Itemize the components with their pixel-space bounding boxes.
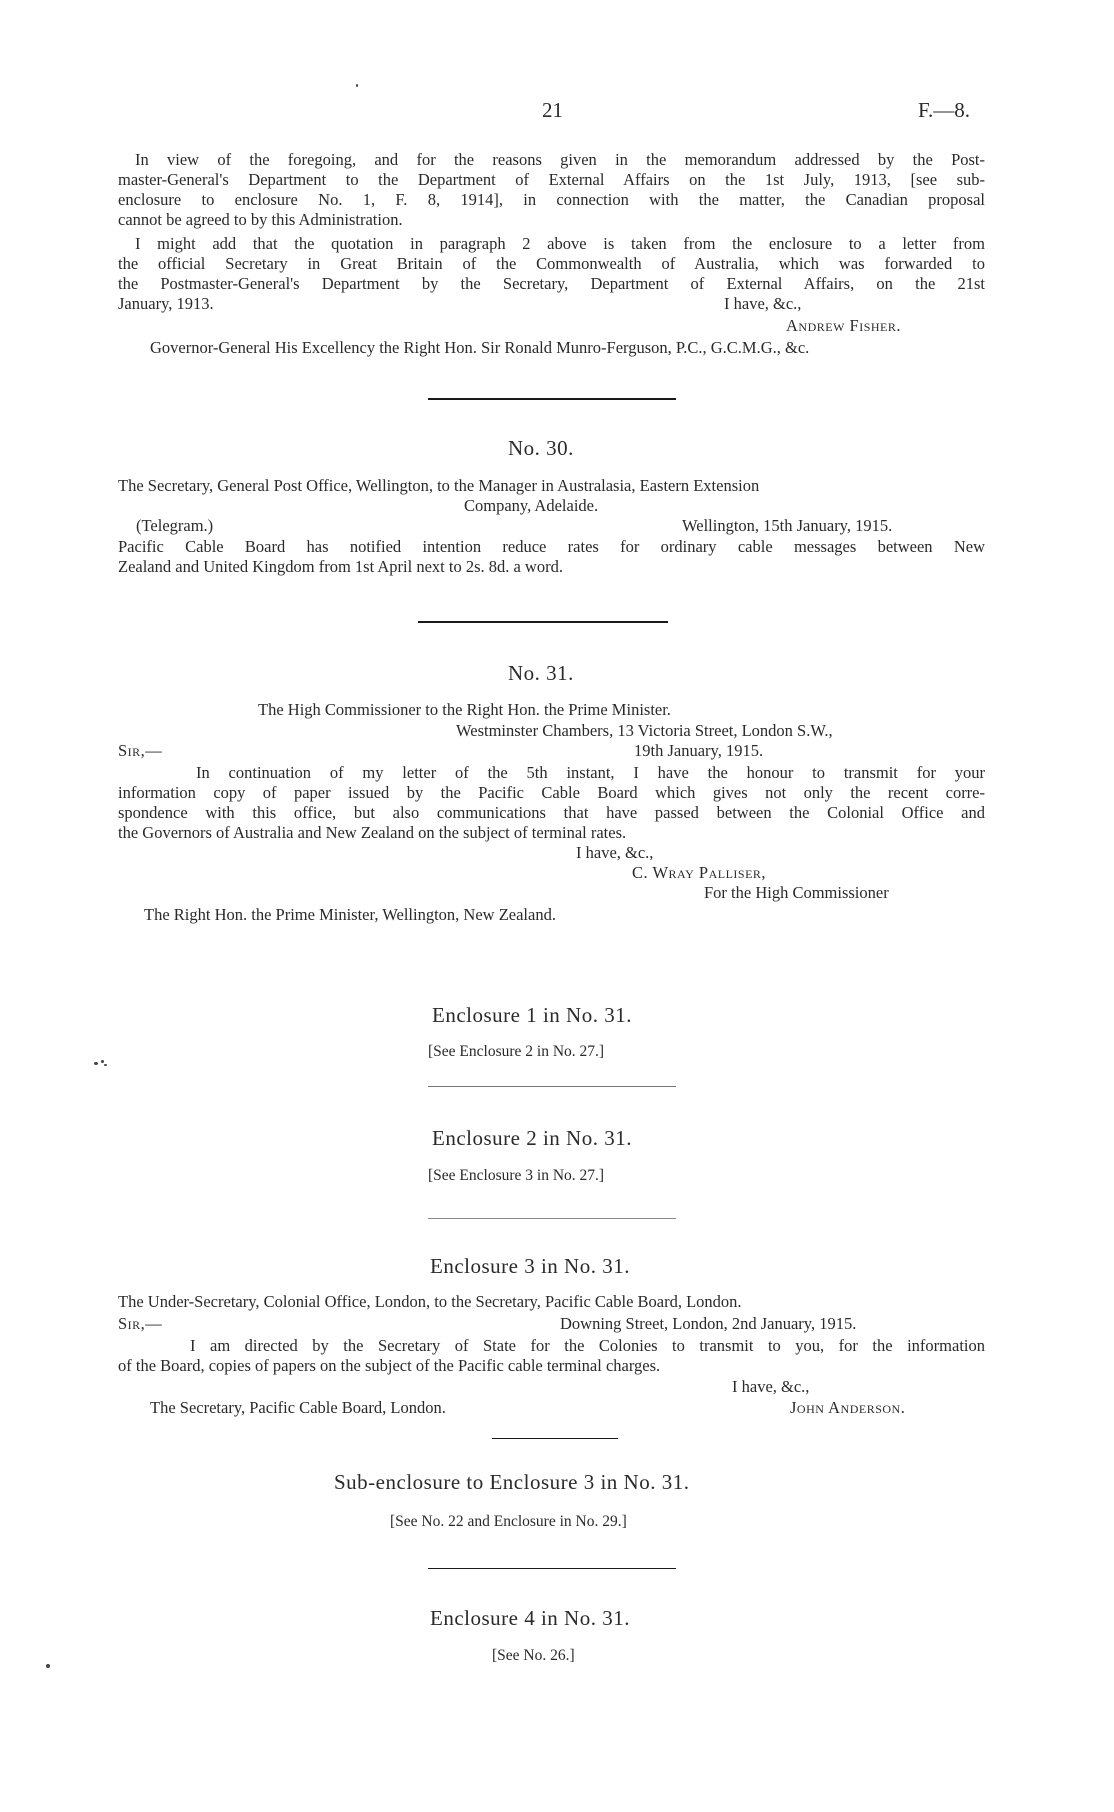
addressee: The Secretary, Pacific Cable Board, London. [150, 1398, 446, 1417]
section-divider [428, 1218, 676, 1219]
document-reference: F.—8. [918, 98, 970, 122]
opening-line: January, 1913. [118, 294, 214, 313]
letter-address: Westminster Chambers, 13 Victoria Street, London S.W., [456, 721, 833, 740]
closing-phrase: I have, &c., [724, 294, 802, 313]
enclosure-4-title: Enclosure 4 in No. 31. [430, 1606, 630, 1630]
enclosure-2-ref: [See Enclosure 3 in No. 27.] [428, 1167, 605, 1184]
letter-body: information copy of paper issued by the Pacific Cable Board which gives not only the recent corre- [118, 783, 985, 802]
enclosure-3-title: Enclosure 3 in No. 31. [430, 1254, 630, 1278]
letter-body: I am directed by the Secretary of State for the Colonies to transmit to you, for the information [190, 1336, 985, 1355]
page-speck [94, 1062, 98, 1065]
enclosure-4-ref: [See No. 26.] [492, 1647, 575, 1664]
signature: Andrew Fisher. [786, 316, 902, 335]
section-divider [428, 1086, 676, 1087]
letter-from: The Under-Secretary, Colonial Office, London, to the Secretary, Pacific Cable Board, London. [118, 1292, 742, 1311]
page-speck [101, 1060, 104, 1063]
letter-dateline: Downing Street, London, 2nd January, 1915. [560, 1314, 857, 1333]
salutation: Sir,— [118, 741, 163, 760]
signature: John Anderson. [790, 1398, 906, 1417]
letter-body: In continuation of my letter of the 5th instant, I have the honour to transmit for your [196, 763, 985, 782]
telegram-label: (Telegram.) [136, 516, 214, 535]
addressee: Governor-General His Excellency the Right Hon. Sir Ronald Munro-Ferguson, P.C., G.C.M.G., &c. [150, 338, 810, 357]
opening-line: In view of the foregoing, and for the reasons given in the memorandum addressed by the Post- [135, 150, 985, 169]
letter-date: 19th January, 1915. [634, 741, 764, 760]
enclosure-1-title: Enclosure 1 in No. 31. [432, 1003, 632, 1027]
section-divider [418, 621, 668, 623]
closing-phrase: I have, &c., [732, 1377, 810, 1396]
section-title-no-31: No. 31. [508, 661, 574, 685]
section-divider [428, 398, 676, 400]
page-speck [46, 1664, 50, 1668]
telegram-body: Zealand and United Kingdom from 1st April next to 2s. 8d. a word. [118, 557, 563, 576]
sub-enclosure-ref: [See No. 22 and Enclosure in No. 29.] [390, 1513, 627, 1530]
sub-enclosure-title: Sub-enclosure to Enclosure 3 in No. 31. [334, 1470, 690, 1494]
opening-line: enclosure to enclosure No. 1, F. 8, 1914], in connection with the matter, the Canadian proposal [118, 190, 985, 209]
telegram-dateline: Wellington, 15th January, 1915. [682, 516, 893, 535]
page-speck [104, 1064, 107, 1066]
opening-line: the Postmaster-General's Department by the Secretary, Department of External Affairs, on the 21st [118, 274, 985, 293]
addressee: The Right Hon. the Prime Minister, Wellington, New Zealand. [144, 905, 556, 924]
enclosure-1-ref: [See Enclosure 2 in No. 27.] [428, 1043, 605, 1060]
telegram-from: The Secretary, General Post Office, Wellington, to the Manager in Australasia, Eastern Extension [118, 476, 760, 495]
letter-body: the Governors of Australia and New Zealand on the subject of terminal rates. [118, 823, 627, 842]
letter-body: of the Board, copies of papers on the subject of the Pacific cable terminal charges. [118, 1356, 661, 1375]
salutation: Sir,— [118, 1314, 163, 1333]
opening-line: cannot be agreed to by this Administration. [118, 210, 403, 229]
telegram-from: Company, Adelaide. [464, 496, 599, 515]
signature-title: For the High Commissioner [704, 883, 889, 902]
section-divider [492, 1438, 618, 1439]
page-number: 21 [542, 98, 563, 122]
signature: C. Wray Palliser, [632, 863, 767, 882]
letter-body: spondence with this office, but also communications that have passed between the Colonial Office and [118, 803, 985, 822]
letter-from: The High Commissioner to the Right Hon. the Prime Minister. [258, 700, 671, 719]
page-speck [356, 84, 358, 87]
opening-line: master-General's Department to the Department of External Affairs on the 1st July, 1913, [see sub- [118, 170, 985, 189]
telegram-body: Pacific Cable Board has notified intention reduce rates for ordinary cable messages between New [118, 537, 985, 556]
section-title-no-30: No. 30. [508, 436, 574, 460]
enclosure-2-title: Enclosure 2 in No. 31. [432, 1126, 632, 1150]
opening-line: the official Secretary in Great Britain of the Commonwealth of Australia, which was forwarded to [118, 254, 985, 273]
closing-phrase: I have, &c., [576, 843, 654, 862]
opening-line: I might add that the quotation in paragraph 2 above is taken from the enclosure to a letter from [135, 234, 985, 253]
section-divider [428, 1568, 676, 1569]
